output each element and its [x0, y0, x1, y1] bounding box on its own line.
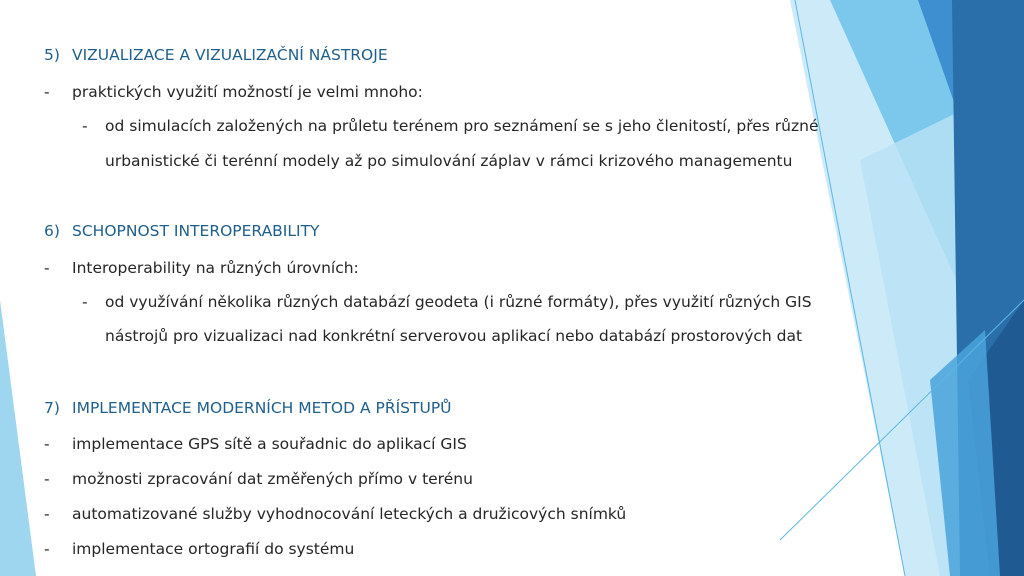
bullet-dash: - [44, 435, 50, 453]
section-5-number: 5) [44, 46, 60, 64]
section-7-number: 7) [44, 399, 60, 417]
sub-bullet-text-line2: nástrojů pro vizualizaci nad konkrétní serverovou aplikací nebo databází prostorových dat [105, 327, 803, 345]
sub-bullet-text-line2: urbanistické či terénní modely až po simulování záplav v rámci krizového managementu [105, 152, 793, 170]
deco-left-light-triangle [0, 300, 36, 576]
bullet-text: implementace GPS sítě a souřadnic do aplikací GIS [72, 435, 467, 453]
section-5-heading: VIZUALIZACE A VIZUALIZAČNÍ NÁSTROJE [72, 46, 388, 64]
bullet-text: automatizované služby vyhodnocování leteckých a družicových snímků [72, 505, 627, 523]
bullet-text: praktických využití možností je velmi mnoho: [72, 83, 423, 101]
bullet-text: Interoperability na různých úrovních: [72, 259, 359, 277]
bullet-dash: - [44, 259, 50, 277]
bullet-text: možnosti zpracování dat změřených přímo v terénu [72, 470, 473, 488]
section-6-heading: SCHOPNOST INTEROPERABILITY [72, 222, 320, 240]
section-7-heading: IMPLEMENTACE MODERNÍCH METOD A PŘÍSTUPŮ [72, 399, 452, 417]
bullet-dash: - [44, 505, 50, 523]
bullet-dash: - [44, 540, 50, 558]
sub-bullet-dash: - [82, 117, 88, 135]
sub-bullet-dash: - [82, 293, 88, 311]
sub-bullet-text-line1: od využívání několika různých databází geodeta (i různé formáty), přes využití různých GIS [105, 293, 812, 311]
bullet-dash: - [44, 83, 50, 101]
section-6-number: 6) [44, 222, 60, 240]
sub-bullet-text-line1: od simulacích založených na průletu terénem pro seznámení se s jeho členitostí, přes různé [105, 117, 819, 135]
bullet-dash: - [44, 470, 50, 488]
bullet-text: implementace ortografií do systému [72, 540, 355, 558]
